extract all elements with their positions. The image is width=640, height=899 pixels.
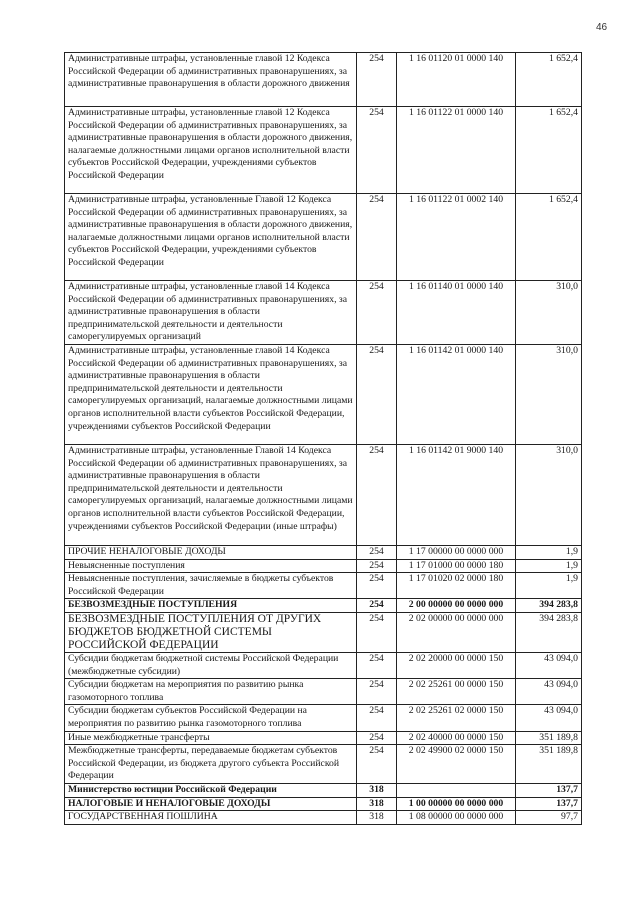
table-row <box>65 599 582 613</box>
row-kbk-code <box>397 784 516 798</box>
table-row <box>65 731 582 745</box>
row-name: ПРОЧИЕ НЕНАЛОГОВЫЕ ДОХОДЫ <box>65 545 357 559</box>
row-name: БЕЗВОЗМЕЗДНЫЕ ПОСТУПЛЕНИЯ ОТ ДРУГИХ БЮДЖЕТОВ БЮДЖЕТНОЙ СИСТЕМЫ РОССИЙСКОЙ ФЕДЕРАЦИИ <box>65 612 357 652</box>
page-number: 46 <box>596 22 608 33</box>
row-name: ГОСУДАРСТВЕННАЯ ПОШЛИНА <box>65 811 357 825</box>
row-amount: 1 652,4 <box>516 53 582 107</box>
row-admin-code: 254 <box>357 745 397 784</box>
row-name: Министерство юстиции Российской Федерации <box>65 784 357 798</box>
table-row <box>65 679 582 705</box>
row-amount: 1 652,4 <box>516 194 582 281</box>
row-admin-code: 254 <box>357 705 397 731</box>
row-kbk-code: 1 16 01122 01 0000 140 <box>397 107 516 194</box>
row-kbk-code: 1 16 01142 01 9000 140 <box>397 444 516 545</box>
row-kbk-code: 2 02 00000 00 0000 000 <box>397 612 516 652</box>
table-row <box>65 53 582 107</box>
row-admin-code: 254 <box>357 444 397 545</box>
row-amount: 310,0 <box>516 281 582 345</box>
table-row <box>65 444 582 545</box>
row-amount: 43 094,0 <box>516 705 582 731</box>
row-kbk-code: 1 16 01122 01 0002 140 <box>397 194 516 281</box>
row-admin-code: 318 <box>357 797 397 811</box>
row-admin-code: 254 <box>357 679 397 705</box>
row-name: НАЛОГОВЫЕ И НЕНАЛОГОВЫЕ ДОХОДЫ <box>65 797 357 811</box>
row-name: Административные штрафы, установленные главой 12 Кодекса Российской Федерации об административных правонарушениях, за административные правонарушения в области дорожного движения <box>65 53 357 107</box>
table-row <box>65 281 582 345</box>
row-name: Субсидии бюджетам бюджетной системы Российской Федерации (межбюджетные субсидии) <box>65 652 357 678</box>
row-kbk-code: 1 16 01120 01 0000 140 <box>397 53 516 107</box>
row-admin-code: 254 <box>357 194 397 281</box>
row-kbk-code: 2 02 20000 00 0000 150 <box>397 652 516 678</box>
row-kbk-code: 1 17 01020 02 0000 180 <box>397 573 516 599</box>
row-amount: 310,0 <box>516 344 582 444</box>
row-admin-code: 254 <box>357 599 397 613</box>
row-admin-code: 254 <box>357 612 397 652</box>
row-kbk-code: 2 00 00000 00 0000 000 <box>397 599 516 613</box>
row-amount: 43 094,0 <box>516 652 582 678</box>
row-admin-code: 318 <box>357 784 397 798</box>
row-amount: 137,7 <box>516 784 582 798</box>
row-name: Административные штрафы, установленные главой 14 Кодекса Российской Федерации об административных правонарушениях, за административные правонарушения в области предпринимательской деятельности и деятельности саморегулируемых организаций, налагаемые должностными лицами органов исполнительной власти субъектов Российской Федерации, учреждениями субъектов Российской Федерации <box>65 344 357 444</box>
row-name: БЕЗВОЗМЕЗДНЫЕ ПОСТУПЛЕНИЯ <box>65 599 357 613</box>
row-amount: 1,9 <box>516 545 582 559</box>
row-name: Субсидии бюджетам на мероприятия по развитию рынка газомоторного топлива <box>65 679 357 705</box>
row-amount: 43 094,0 <box>516 679 582 705</box>
row-kbk-code: 1 17 00000 00 0000 000 <box>397 545 516 559</box>
row-amount: 351 189,8 <box>516 745 582 784</box>
row-kbk-code: 2 02 25261 02 0000 150 <box>397 705 516 731</box>
row-name: Административные штрафы, установленные Главой 14 Кодекса Российской Федерации об административных правонарушениях, за административные правонарушения в области предпринимательской деятельности и деятельности саморегулируемых организаций, налагаемые должностными лицами органов исполнительной власти субъектов Российской Федерации, учреждениями субъектов Российской Федерации (иные штрафы) <box>65 444 357 545</box>
table-row <box>65 107 582 194</box>
row-kbk-code: 2 02 25261 00 0000 150 <box>397 679 516 705</box>
row-amount: 351 189,8 <box>516 731 582 745</box>
row-amount: 1,9 <box>516 573 582 599</box>
row-kbk-code: 2 02 49900 02 0000 150 <box>397 745 516 784</box>
row-amount: 310,0 <box>516 444 582 545</box>
table-row <box>65 811 582 825</box>
table-row <box>65 784 582 798</box>
row-amount: 1,9 <box>516 559 582 573</box>
row-kbk-code: 1 00 00000 00 0000 000 <box>397 797 516 811</box>
row-amount: 137,7 <box>516 797 582 811</box>
table-row <box>65 194 582 281</box>
row-name: Невыясненные поступления, зачисляемые в бюджеты субъектов Российской Федерации <box>65 573 357 599</box>
row-kbk-code: 1 08 00000 00 0000 000 <box>397 811 516 825</box>
row-name: Межбюджетные трансферты, передаваемые бюджетам субъектов Российской Федерации, из бюджета другого субъекта Российской Федерации <box>65 745 357 784</box>
row-admin-code: 254 <box>357 545 397 559</box>
row-admin-code: 254 <box>357 652 397 678</box>
row-admin-code: 254 <box>357 559 397 573</box>
table-row <box>65 652 582 678</box>
row-name: Невыясненные поступления <box>65 559 357 573</box>
row-admin-code: 254 <box>357 107 397 194</box>
row-name: Иные межбюджетные трансферты <box>65 731 357 745</box>
table-row <box>65 797 582 811</box>
row-admin-code: 254 <box>357 344 397 444</box>
row-name: Административные штрафы, установленные главой 14 Кодекса Российской Федерации об административных правонарушениях, за административные правонарушения в области предпринимательской деятельности и деятельности саморегулируемых организаций <box>65 281 357 345</box>
budget-revenue-table <box>64 52 582 825</box>
row-amount: 394 283,8 <box>516 599 582 613</box>
row-amount: 97,7 <box>516 811 582 825</box>
table-row <box>65 612 582 652</box>
row-amount: 394 283,8 <box>516 612 582 652</box>
row-kbk-code: 1 16 01140 01 0000 140 <box>397 281 516 345</box>
row-admin-code: 254 <box>357 281 397 345</box>
row-admin-code: 254 <box>357 573 397 599</box>
row-amount: 1 652,4 <box>516 107 582 194</box>
row-kbk-code: 2 02 40000 00 0000 150 <box>397 731 516 745</box>
row-name: Административные штрафы, установленные Главой 12 Кодекса Российской Федерации об административных правонарушениях, за административные правонарушения в области дорожного движения, налагаемые должностными лицами органов исполнительной власти субъектов Российской Федерации, учреждениями субъектов Российской Федерации <box>65 194 357 281</box>
row-name: Административные штрафы, установленные главой 12 Кодекса Российской Федерации об административных правонарушениях, за административные правонарушения в области дорожного движения, налагаемые должностными лицами органов исполнительной власти субъектов Российской Федерации, учреждениями субъектов Российской Федерации <box>65 107 357 194</box>
table-row <box>65 705 582 731</box>
table-row <box>65 745 582 784</box>
table-row <box>65 344 582 444</box>
row-admin-code: 254 <box>357 731 397 745</box>
row-kbk-code: 1 16 01142 01 0000 140 <box>397 344 516 444</box>
table-row <box>65 545 582 559</box>
row-admin-code: 254 <box>357 53 397 107</box>
row-kbk-code: 1 17 01000 00 0000 180 <box>397 559 516 573</box>
table-row <box>65 559 582 573</box>
table-row <box>65 573 582 599</box>
row-name: Субсидии бюджетам субъектов Российской Федерации на мероприятия по развитию рынка газомоторного топлива <box>65 705 357 731</box>
row-admin-code: 318 <box>357 811 397 825</box>
